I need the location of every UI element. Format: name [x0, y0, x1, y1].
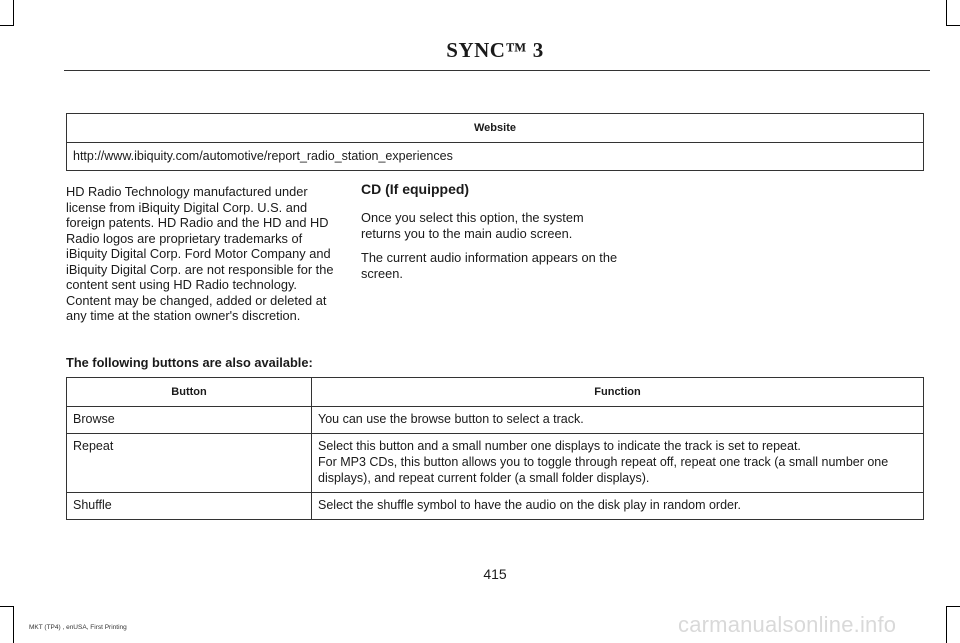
crop-mark-bottom-right-horizontal — [946, 606, 960, 607]
function-cell — [312, 434, 924, 493]
cd-paragraph: The current audio information appears on the screen. — [361, 250, 618, 281]
function-text: Select this button and a small number one displays to indicate the track is set to repeat. — [318, 439, 801, 453]
button-name-cell: Repeat — [67, 434, 312, 493]
header-divider — [64, 70, 930, 71]
crop-mark-bottom-left-vertical — [13, 606, 14, 643]
page-number: 415 — [483, 566, 507, 582]
crop-mark-top-right-horizontal — [946, 25, 960, 26]
table-row — [67, 493, 924, 520]
crop-mark-top-left-vertical — [13, 0, 14, 26]
website-table-row — [67, 143, 924, 171]
crop-mark-bottom-left-horizontal — [0, 606, 14, 607]
website-table-header-row — [67, 114, 924, 143]
hd-radio-disclaimer: HD Radio Technology manufactured under license from iBiquity Digital Corp. U.S. and foreign patents. HD Radio and the HD and HD Radio logos are proprietary trademarks of iBiquity Digital Corp. Ford Motor Company and iBiquity Digital Corp. are not responsible for the content sent using HD Radio technology. Content may be changed, added or deleted at any time at the station owner's discretion. — [66, 184, 334, 323]
page-title: SYNC™ 3 — [446, 38, 544, 62]
cd-section-heading: CD (If equipped) — [361, 181, 470, 197]
website-column-header: Website — [67, 114, 924, 143]
buttons-section-heading: The following buttons are also available: — [66, 355, 313, 370]
button-name-cell: Browse — [67, 407, 312, 434]
buttons-table-header-row — [67, 378, 924, 407]
function-text: You can use the browse button to select a track. — [318, 412, 584, 426]
button-name-cell: Shuffle — [67, 493, 312, 520]
function-cell — [312, 493, 924, 520]
print-edition-note: MKT (TP4) , enUSA, First Printing — [29, 624, 127, 631]
table-row — [67, 407, 924, 434]
website-table — [66, 113, 924, 171]
function-cell — [312, 407, 924, 434]
crop-mark-top-right-vertical — [946, 0, 947, 26]
website-url: http://www.ibiquity.com/automotive/report_radio_station_experiences — [67, 143, 924, 171]
site-watermark: carmanualsonline.info — [678, 612, 897, 637]
crop-mark-bottom-right-vertical — [946, 606, 947, 643]
table-row — [67, 434, 924, 493]
function-text: For MP3 CDs, this button allows you to toggle through repeat off, repeat one track (a small number one displays), and repeat current folder (a small folder displays). — [318, 455, 889, 485]
cd-paragraph: Once you select this option, the system returns you to the main audio screen. — [361, 210, 584, 241]
function-column-header: Function — [312, 378, 924, 407]
buttons-table — [66, 377, 924, 520]
button-column-header: Button — [67, 378, 312, 407]
function-text: Select the shuffle symbol to have the audio on the disk play in random order. — [318, 498, 741, 512]
crop-mark-top-left-horizontal — [0, 25, 14, 26]
